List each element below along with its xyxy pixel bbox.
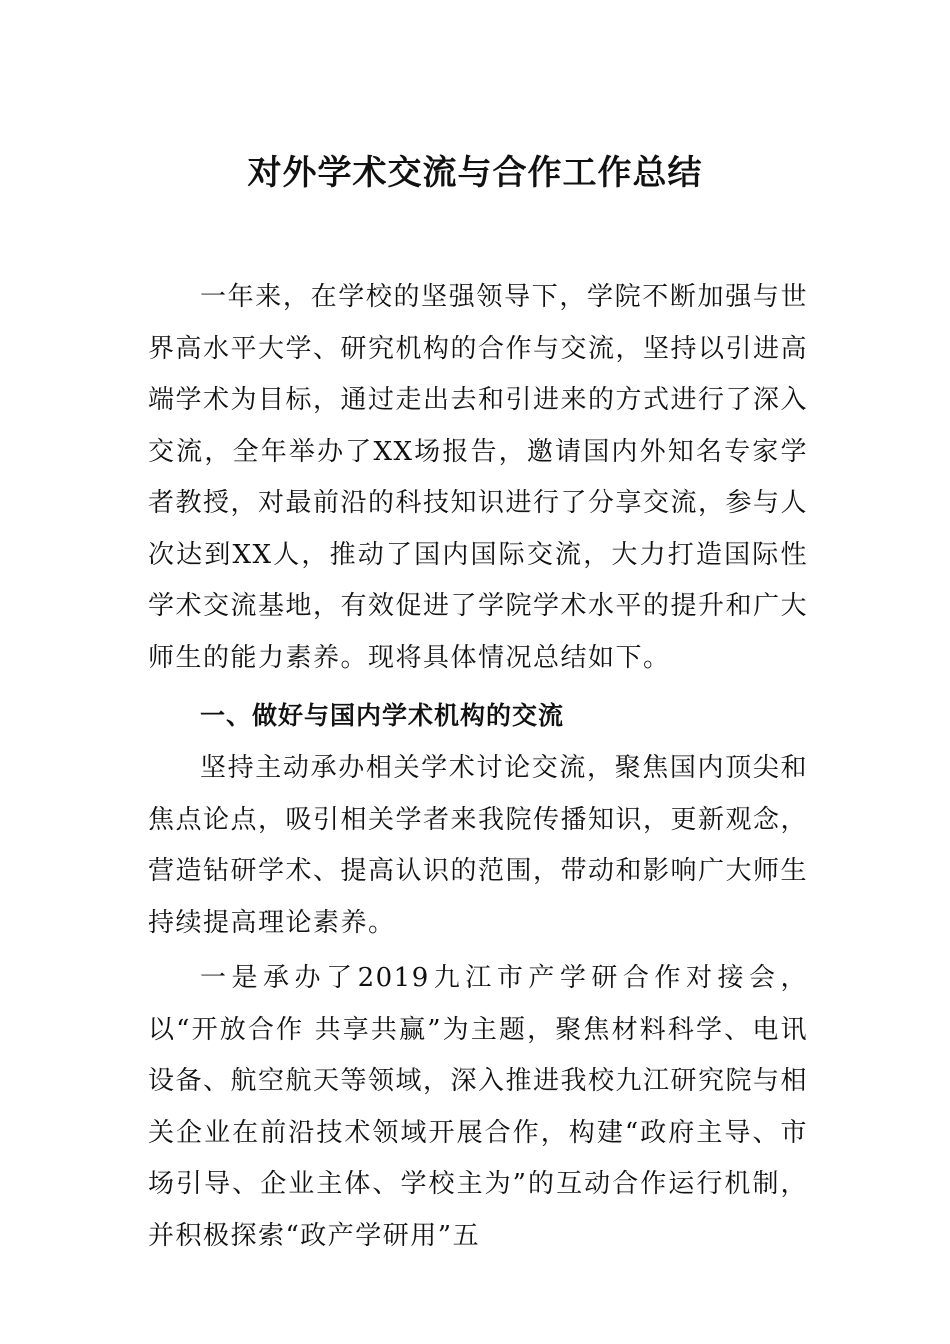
document-body <box>148 272 808 1262</box>
intro-paragraph: 一年来，在学校的坚强领导下，学院不断加强与世界高水平大学、研究机构的合作与交流，坚持以引进高端学术为目标，通过走出去和引进来的方式进行了深入交流，全年举办了XX场报告，邀请国内外知名专家学者教授，对最前沿的科技知识进行了分享交流，参与人次达到XX人，推动了国内国际交流，大力打造国际性学术交流基地，有效促进了学院学术水平的提升和广大师生的能力素养。现将具体情况总结如下。 <box>148 282 809 673</box>
section-paragraph: 坚持主动承办相关学术讨论交流，聚焦国内顶尖和焦点论点，吸引相关学者来我院传播知识，更新观念，营造钻研学术、提高认识的范围，带动和影响广大师生持续提高理论素养。 <box>148 753 809 938</box>
section-paragraph: 一是承办了2019九江市产学研合作对接会，以“开放合作 共享共赢”为主题，聚焦材料科学、电讯设备、航空航天等领域，深入推进我校九江研究院与相关企业在前沿技术领域开展合作，构建“政府主导、市场引导、企业主体、学校主为”的互动合作运行机制，并积极探索“政产学研用”五 <box>148 963 809 1251</box>
section-heading: 一、做好与国内学术机构的交流 <box>200 701 565 730</box>
document-title: 对外学术交流与合作工作总结 <box>247 153 703 193</box>
